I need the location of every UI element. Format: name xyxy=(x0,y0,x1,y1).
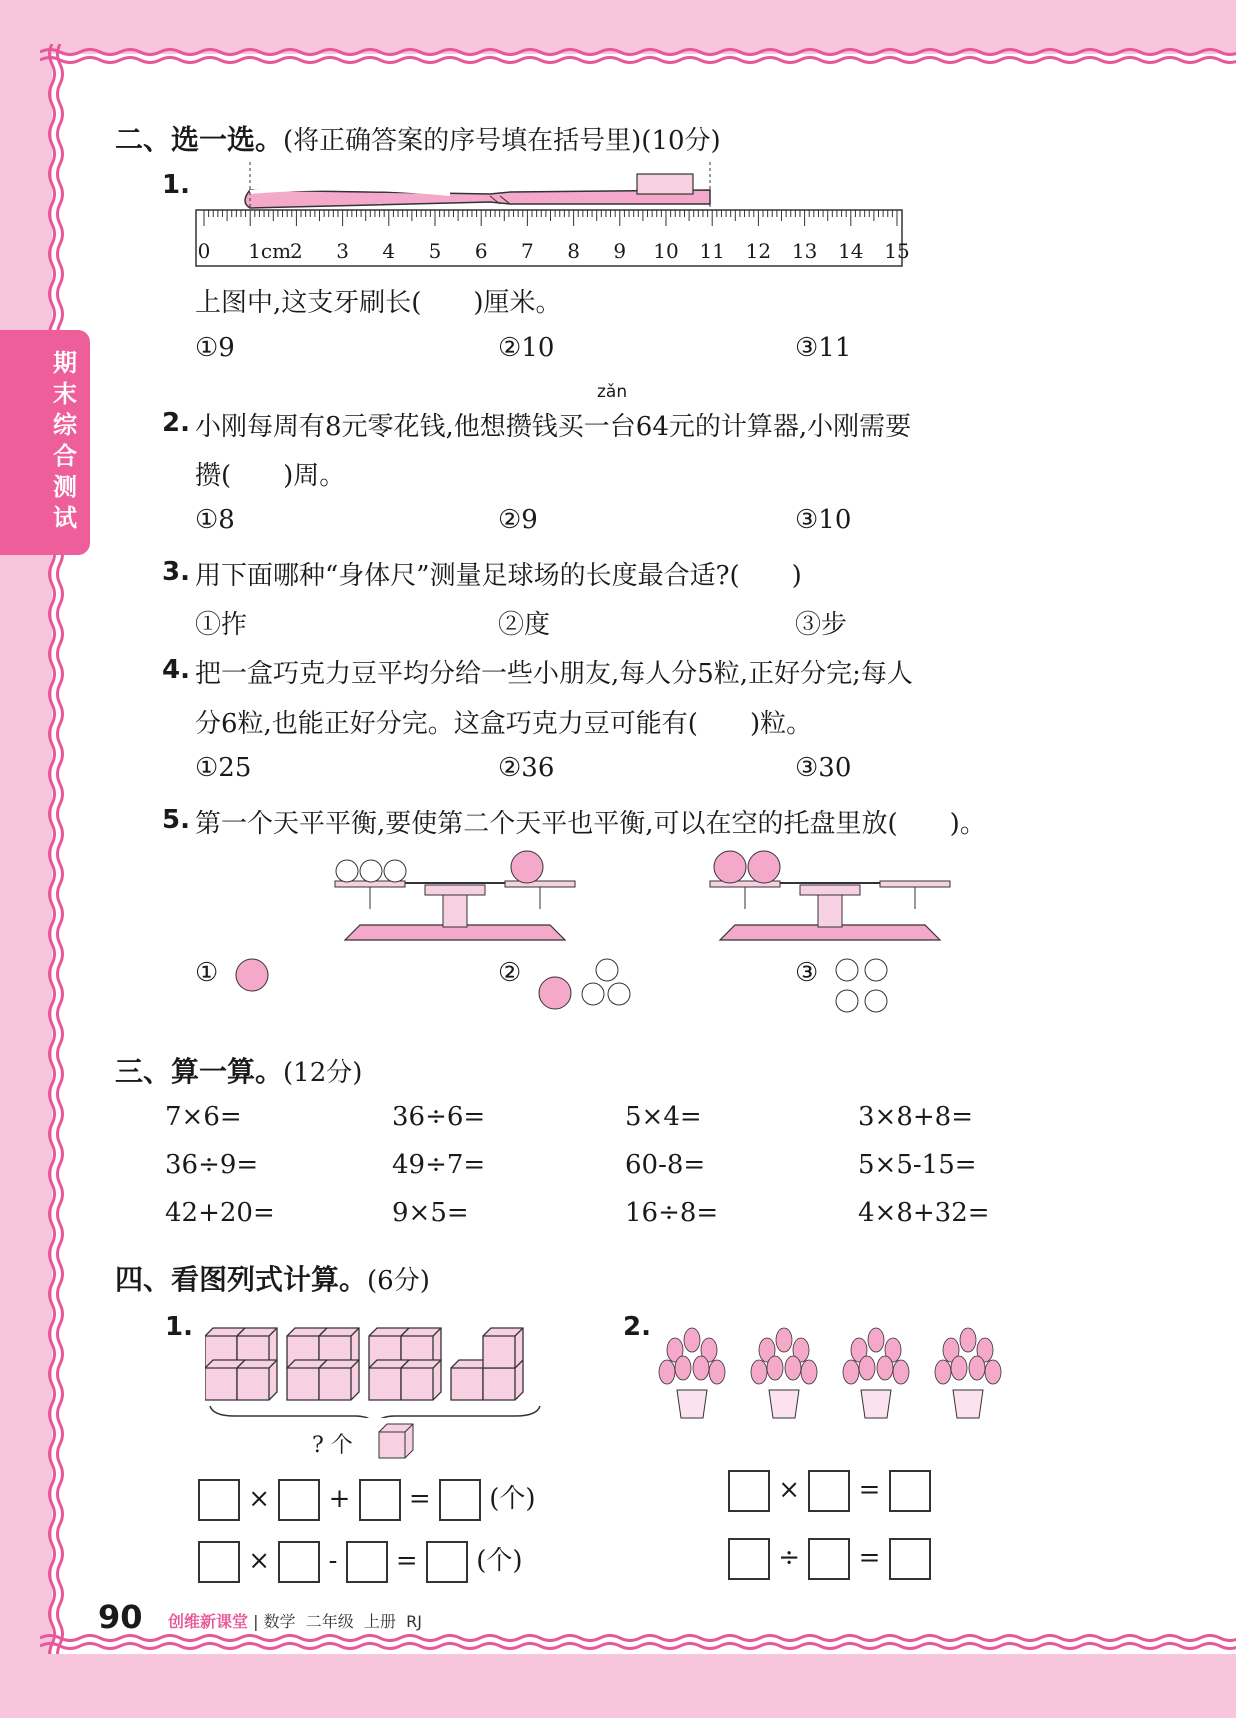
s4-q1-label: ? 个 xyxy=(312,1433,353,1458)
flower-pot-icon xyxy=(751,1328,817,1418)
q3-text: 用下面哪种“身体尺”测量足球场的长度最合适?( ) xyxy=(195,561,802,591)
footer-info: 创维新课堂 | 数学 二年级 上册 RJ xyxy=(168,1612,422,1631)
ruler-label: 8 xyxy=(567,239,580,263)
q3-option-2[interactable]: ②度 xyxy=(498,610,551,640)
q2-option-1[interactable]: ①8 xyxy=(195,505,235,535)
scale-base xyxy=(335,881,575,940)
answer-box[interactable] xyxy=(198,1541,240,1583)
section4-title: 四、看图列式计算。 xyxy=(115,1263,368,1296)
s4-q2-number: 2. xyxy=(623,1312,651,1342)
q4-line1: 把一盒巧克力豆平均分给一些小朋友,每人分5粒,正好分完;每人 xyxy=(195,659,913,689)
section3-heading xyxy=(115,1050,362,1090)
q3-option-1[interactable]: ①拃 xyxy=(195,610,248,640)
peach-icon xyxy=(336,860,406,882)
unit-label: (个) xyxy=(489,1484,536,1514)
s4-q2-equation-1: × = xyxy=(728,1470,931,1512)
apple-icon xyxy=(232,955,272,995)
answer-box[interactable] xyxy=(346,1541,388,1583)
q4-number: 4. xyxy=(162,655,190,685)
q4-line2: 分6粒,也能正好分完。这盒巧克力豆可能有( )粒。 xyxy=(195,709,813,739)
q5-text: 第一个天平平衡,要使第二个天平也平衡,可以在空的托盘里放( )。 xyxy=(195,809,986,839)
section3-note: (12分) xyxy=(283,1058,363,1088)
q2-line2: 攒( )周。 xyxy=(195,461,346,491)
side-tab-label: 期末综合测试 xyxy=(53,349,77,532)
scale-base xyxy=(710,881,950,940)
calc-item: 42+20= xyxy=(165,1198,275,1228)
q2-line1: 小刚每周有8元零花钱,他想攒钱买一台64元的计算器,小刚需要 xyxy=(195,412,912,442)
s4-q2-equation-2: ÷ = xyxy=(728,1538,931,1580)
section2-heading xyxy=(115,118,721,158)
answer-box[interactable] xyxy=(198,1479,240,1521)
section4-note: (6分) xyxy=(367,1266,430,1296)
calc-item: 7×6= xyxy=(165,1102,242,1132)
answer-box[interactable] xyxy=(278,1479,320,1521)
calc-item: 4×8+32= xyxy=(858,1198,990,1228)
q1-number: 1. xyxy=(162,170,190,200)
ruler-label: 15 xyxy=(884,239,910,263)
q2-option-3[interactable]: ③10 xyxy=(795,505,852,535)
answer-box[interactable] xyxy=(889,1470,931,1512)
section3-title: 三、算一算。 xyxy=(115,1055,284,1088)
cube-groups-figure xyxy=(205,1318,545,1418)
answer-box[interactable] xyxy=(278,1541,320,1583)
section2-title: 二、选一选。 xyxy=(115,123,284,156)
balance-scale-2 xyxy=(700,845,960,945)
ruler-label: 10 xyxy=(653,239,679,263)
q5-option-3[interactable]: ③ xyxy=(795,958,819,988)
calc-item: 60-8= xyxy=(625,1150,706,1180)
ruler-label: 2 xyxy=(290,239,303,263)
ruler-label: 7 xyxy=(521,239,534,263)
ruler-label: 14 xyxy=(838,239,864,263)
flower-pots-figure xyxy=(655,1320,1005,1430)
toothbrush-icon xyxy=(245,174,710,208)
answer-box[interactable] xyxy=(808,1538,850,1580)
q5-option-1[interactable]: ① xyxy=(195,958,219,988)
q2-option-2[interactable]: ②9 xyxy=(498,505,538,535)
ruler-label: 0 xyxy=(197,239,211,263)
footer-brand: 创维新课堂 xyxy=(168,1612,249,1631)
section2-note: (将正确答案的序号填在括号里)(10分) xyxy=(283,126,721,156)
s4-q1-number: 1. xyxy=(165,1312,193,1342)
q4-option-3[interactable]: ③30 xyxy=(795,753,852,783)
unit-label: (个) xyxy=(476,1546,523,1576)
q4-option-1[interactable]: ①25 xyxy=(195,753,252,783)
flower-pot-icon xyxy=(843,1328,909,1418)
ruler-label: 6 xyxy=(474,239,488,263)
ruler-label: 11 xyxy=(699,239,725,263)
balance-scale-1 xyxy=(325,845,585,945)
q1-option-3[interactable]: ③11 xyxy=(795,333,852,363)
ruler-label: 4 xyxy=(382,239,396,263)
calc-item: 3×8+8= xyxy=(858,1102,973,1132)
wavy-border-left xyxy=(44,44,68,1654)
apple-icon xyxy=(714,851,780,883)
wavy-border-top xyxy=(40,44,1236,68)
calc-item: 16÷8= xyxy=(625,1198,719,1228)
answer-box[interactable] xyxy=(808,1470,850,1512)
flower-pot-icon xyxy=(659,1328,725,1418)
side-tab xyxy=(0,330,90,555)
q2-number: 2. xyxy=(162,408,190,438)
answer-box[interactable] xyxy=(889,1538,931,1580)
apple-and-peaches-icon xyxy=(535,955,635,1015)
calc-item: 5×4= xyxy=(625,1102,702,1132)
q5-option-2[interactable]: ② xyxy=(498,958,522,988)
answer-box[interactable] xyxy=(359,1479,401,1521)
cube-icon xyxy=(377,1420,417,1460)
ruler-label: 9 xyxy=(613,239,627,263)
toothbrush-ruler-figure xyxy=(190,160,920,270)
apple-icon xyxy=(511,851,543,883)
calc-item: 36÷6= xyxy=(392,1102,486,1132)
ruler-label: 13 xyxy=(791,239,818,263)
calc-item: 9×5= xyxy=(392,1198,469,1228)
q5-number: 5. xyxy=(162,805,190,835)
calc-item: 36÷9= xyxy=(165,1150,259,1180)
answer-box[interactable] xyxy=(439,1479,481,1521)
calc-item: 49÷7= xyxy=(392,1150,486,1180)
ruler-label: 12 xyxy=(745,239,772,263)
four-peaches-icon xyxy=(832,955,892,1020)
page-number: 90 xyxy=(98,1598,143,1636)
flower-pot-icon xyxy=(935,1328,1001,1418)
section4-heading xyxy=(115,1258,430,1298)
q1-option-1[interactable]: ①9 xyxy=(195,333,235,363)
q3-option-3[interactable]: ③步 xyxy=(795,610,848,640)
ruler-label: 5 xyxy=(428,239,442,263)
wavy-border-bottom xyxy=(40,1630,1236,1654)
calc-item: 5×5-15= xyxy=(858,1150,977,1180)
ruler-label: 3 xyxy=(336,239,349,263)
q1-option-2[interactable]: ②10 xyxy=(498,333,555,363)
q2-pinyin: zǎn xyxy=(597,382,628,402)
answer-box[interactable] xyxy=(426,1541,468,1583)
q3-number: 3. xyxy=(162,557,190,587)
s4-q1-equation-2: × - = (个) xyxy=(198,1540,523,1583)
answer-box[interactable] xyxy=(728,1470,770,1512)
s4-q1-equation-1: × + = (个) xyxy=(198,1478,536,1521)
q1-text: 上图中,这支牙刷长( )厘米。 xyxy=(195,288,562,318)
ruler-label: 1cm xyxy=(248,239,292,263)
answer-box[interactable] xyxy=(728,1538,770,1580)
q4-option-2[interactable]: ②36 xyxy=(498,753,555,783)
